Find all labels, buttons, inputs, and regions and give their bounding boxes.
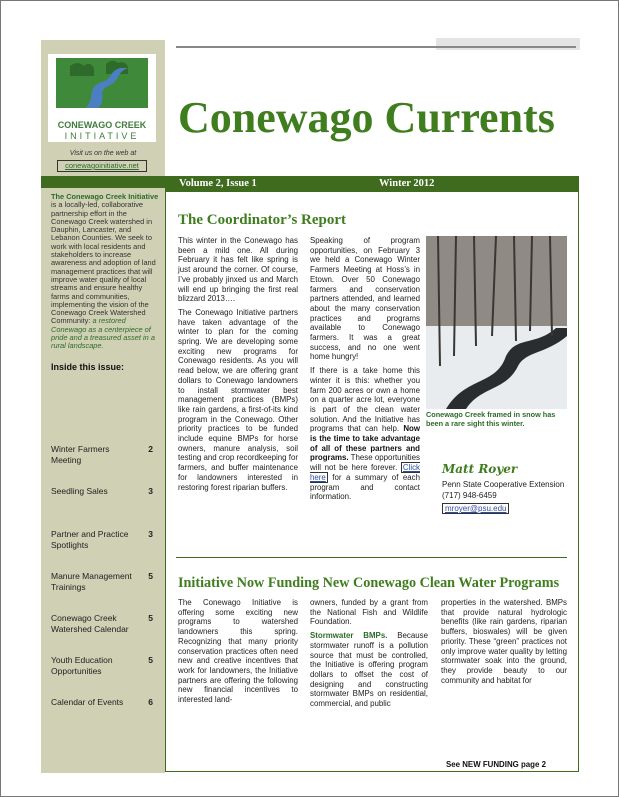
about-bold: The Conewago Creek Initiative <box>51 192 159 201</box>
photo-caption: Conewago Creek framed in snow has been a rare sight this winter. <box>426 410 556 428</box>
toc-item[interactable]: Partner and Practice Spotlights 3 <box>51 529 153 550</box>
logo <box>48 54 156 142</box>
logo-graphic <box>56 58 148 120</box>
creek-photo <box>426 236 567 409</box>
website-link[interactable]: conewagoinitiative.net <box>57 160 147 172</box>
paragraph: owners, funded by a grant from the National Fish and Wildlife Foundation. <box>310 598 428 627</box>
about-text <box>51 193 159 351</box>
inside-heading: Inside this issue: <box>51 362 125 372</box>
page-title: Conewago Currents <box>178 93 555 142</box>
toc-item[interactable]: Youth Education Opportunities 5 <box>51 655 153 676</box>
section-divider <box>176 557 567 558</box>
click-here-link[interactable]: Click here <box>310 463 420 482</box>
article2-col3 <box>441 598 567 689</box>
snow-creek-image <box>426 236 567 409</box>
paragraph: Speaking of program opportunities, on February 3 we held a Conewago Winter Farmers Meeting at Hoss’s in Etown. Over 50 Conewago farmers and conservation partners attended, and learned about the many conservation practices and programs available to Conewago farmers. It was a great success, and no one went home hungry! <box>310 236 420 362</box>
toc-item[interactable]: Calendar of Events 6 <box>51 697 153 707</box>
sidebar <box>41 40 165 773</box>
visit-text: Visit us on the web at <box>69 150 137 157</box>
sidebar-divider <box>41 176 165 188</box>
article-heading: The Coordinator’s Report <box>178 212 347 228</box>
signature-org: Penn State Cooperative Extension <box>442 480 565 489</box>
toc-item[interactable]: Winter Farmers Meeting 2 <box>51 444 153 465</box>
signature: Matt Royer <box>442 462 518 476</box>
paragraph: Stormwater BMPs. Because stormwater runoff is a pollution source that must be controlled, the Initiative is offering program dollars to offset the cost of designing and constructing stormwater BMPs on residential, commercial, and public <box>310 631 428 709</box>
toc-item[interactable]: Manure Management Trainings 5 <box>51 571 153 592</box>
paragraph: If there is a take home this winter it is this: whether you farm 200 acres or own a home on a quarter acre lot, everyone is part of the clean water solution. And the Initiative has programs that can help. Now is the time to take advantage of all of these partners and programs. These opportunities will not be here forever. Click here for a summary of each program and contact information. <box>310 366 420 502</box>
article1-col1 <box>178 236 298 496</box>
article1-col2 <box>310 236 420 506</box>
continued-note[interactable]: See NEW FUNDING page 2 <box>446 760 546 769</box>
logo-title: CONEWAGO CREEK <box>57 120 147 130</box>
header-rule <box>176 46 576 48</box>
about-italic: a restored Conewago as a centerpiece of pride and a treasured asset in a rural landscape. <box>51 316 155 351</box>
header-accent <box>436 38 580 50</box>
paragraph: The Conewago Initiative partners have taken advantage of the winter to plan for the coming spring. We are developing some exciting new programs for Conewago residents. As you will read below, we are offering grant dollars to Conewago landowners to install stormwater best management practices (BMPs) like rain gardens, a first-of-its kind program in the Conewago. Other priority practices to be funded include equine BMPs for horse owners, manure analysis, soil testing and crop recordkeeping for farmers, and buffer maintenance for landowners interested in restoring forest riparian buffers. <box>178 307 298 492</box>
issue-band <box>165 176 579 192</box>
email-link[interactable]: mroyer@psu.edu <box>442 503 509 514</box>
paragraph: This winter in the Conewago has been a mild one. All during February it has felt like spring is just around the corner. Of course, I’ve probably jinxed us and March will end up bringing the first real blizzard 2013…. <box>178 236 298 304</box>
issue-volume: Volume 2, Issue 1 <box>179 178 257 189</box>
issue-date: Winter 2012 <box>379 178 435 189</box>
paragraph: The Conewago Initiative is offering some exciting new programs to watershed landowners this spring. Recognizing that many priority conservation practices often need new and creative incentives that work for landowners, the Initiative partners are offering the following new financial incentives to interested land- <box>178 598 298 705</box>
article-heading: Initiative Now Funding New Conewago Clean Water Programs <box>178 575 560 591</box>
logo-subtitle: INITIATIVE <box>64 131 140 141</box>
article2-col1 <box>178 598 298 709</box>
about-body: is a locally-led, collaborative partnership effort in the Conewago Creek watershed in Dauphin, Lancaster, and Lebanon Counties. We seek to work with local residents and stakeholders to increase awareness and adoption of land management practices that will improve water quality of local streams and ensure healthy farms and communities, implementing the vision of the Conewago Creek Watershed Community: <box>51 200 156 326</box>
signature-phone: (717) 948-6459 <box>442 491 497 500</box>
toc-item[interactable]: Seedling Sales 3 <box>51 486 153 496</box>
article2-col2 <box>310 598 428 713</box>
toc-item[interactable]: Conewago Creek Watershed Calendar 5 <box>51 613 153 634</box>
paragraph: properties in the watershed. BMPs that provide natural hydrologic benefits (like rain gardens, riparian buffers, bioswales) will be given priority. These “green” practices not only improve water quality by letting stormwater soak into the ground, they provide beauty to our community and habitat for <box>441 598 567 685</box>
